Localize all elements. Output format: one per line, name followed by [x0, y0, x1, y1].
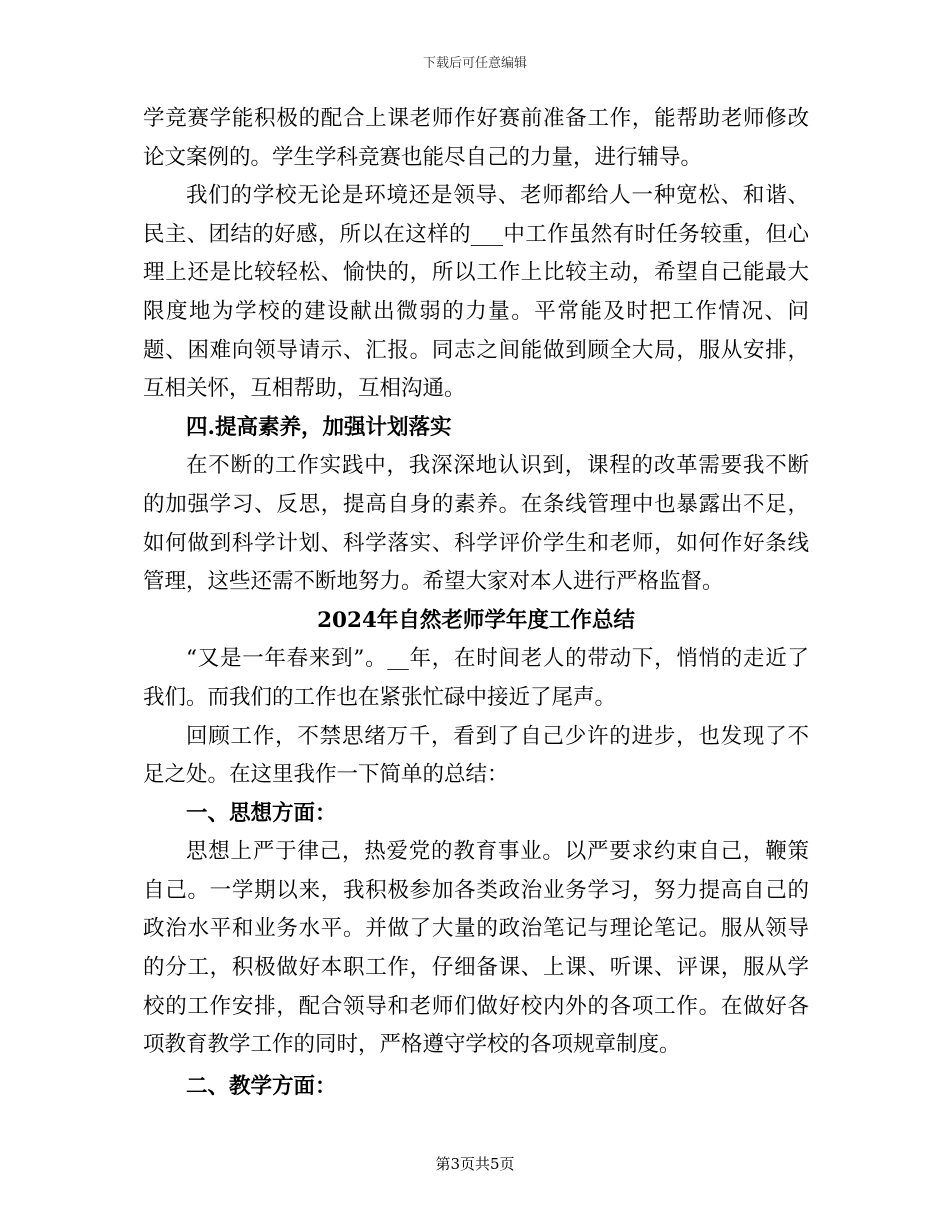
paragraph-improve-quality: 在不断的工作实践中，我深深地认识到，课程的改革需要我不断的加强学习、反思，提高自身的素养。在条线管理中也暴露出不足，如何做到科学计划、科学落实、科学评价学生和老师，如何作好条线管理，这些还需不断地努力。希望大家对本人进行严格监督。 [143, 453, 809, 595]
page-header-note: 下载后可任意编辑 [422, 56, 527, 71]
paragraph-intro: “又是一年春来到”。__年，在时间老人的带动下，悄悄的走近了我们。而我们的工作也在紧张忙碌中接近了尾声。 [143, 646, 809, 710]
paragraph-review: 回顾工作，不禁思绪万千，看到了自己少许的进步，也发现了不足之处。在这里我作一下简单的总结： [143, 723, 809, 788]
paragraph-continued: 学竞赛学能积极的配合上课老师作好赛前准备工作，能帮助老师修改论文案例的。学生学科竞赛也能尽自己的力量，进行辅导。 [143, 106, 809, 170]
document-title: 2024年自然老师学年度工作总结 [317, 607, 635, 633]
section-heading-teaching: 二、教学方面： [186, 1073, 337, 1099]
page-number: 第3页共5页 [435, 1155, 515, 1173]
section-heading-four: 四.提高素养，加强计划落实 [186, 414, 452, 440]
paragraph-thought: 思想上严于律己，热爱党的教育事业。以严要求约束自己，鞭策自己。一学期以来，我积极参加各类政治业务学习，努力提高自己的政治水平和业务水平。并做了大量的政治笔记与理论笔记。服从领导的分工，积极做好本职工作，仔细备课、上课、听课、评课，服从学校的工作安排，配合领导和老师们做好校内外的各项工作。在做好各项教育教学工作的同时，严格遵守学校的各项规章制度。 [143, 839, 809, 1058]
paragraph-school-environment: 我们的学校无论是环境还是领导、老师都给人一种宽松、和谐、民主、团结的好感，所以在这样的___中工作虽然有时任务较重，但心理上还是比较轻松、愉快的，所以工作上比较主动，希望自己能最大限度地为学校的建设献出微弱的力量。平常能及时把工作情况、问题、困难向领导请示、汇报。同志之间能做到顾全大局，服从安排，互相关怀，互相帮助，互相沟通。 [143, 183, 809, 402]
document-body [143, 100, 809, 1106]
section-heading-thought: 一、思想方面： [186, 800, 337, 826]
